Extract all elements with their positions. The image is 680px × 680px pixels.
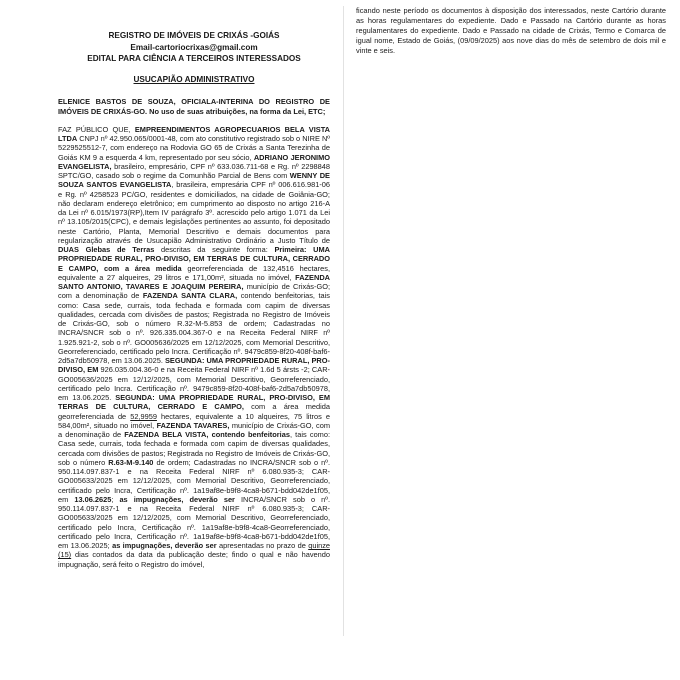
intro-paragraph: ELENICE BASTOS DE SOUZA, OFICIALA-INTERINA DO REGISTRO DE IMÓVEIS DE CRIXÁS-GO. No uso de suas atribuições, na forma da Lei, ETC; [58,97,330,116]
second-property-name: FAZENDA BELA VISTA, [124,430,209,440]
body-text: apresentadas no prazo de [216,541,309,551]
impugnation-notice-repeat: as impugnações, deverão ser [112,541,217,551]
body-text: dias contados da data da publicação deste; findo o qual e não havendo impugnação, será feito o Registro do imóvel, [58,550,330,569]
registry-email: Email-cartoriocrixas@gmail.com [130,42,258,52]
impugnation-notice: as impugnações, deverão ser [119,494,235,504]
body-text: , tais como: Casa sede, currais, toda fechada e formada com capim de diversas qualidades, cercada com divisões de pastos; Registrada no Registro de Imóveis de Crixás-GO, sob o número [58,430,330,467]
first-property-location: FAZENDA SANTO ANTONIO, TAVARES E JOAQUIM PEREIRA, [58,272,330,292]
body-text: município de Crixás-GO; com a denominação de [58,282,331,301]
partner-name: ADRIANO JERONIMO EVANGELISTA, [58,152,330,171]
closing-paragraph: ficando neste período os documentos à disposição dos interessados, neste Cartório durante as horas regulamentares do expediente. Dado e Passado na Cartório durante as horas regulamentares do expediente. Dado e Passado na cidade de Crixás, Termo e Comarca de igual nome, Estado de Goiás, (09/09/2025) aos nove dias do mês de setembro de dois mil e vinte e seis. [356,6,666,55]
right-column [356,6,666,56]
body-text: , brasileira, empresária CPF nº 006.616.981-06 e Rg. nº 4258523 PC/GO, residentes e domiciliados, na cidade de Goiânia-GO; não declaram endereço eletrônico; em cumprimento ao disposto no artigo 216-A da Lei nº 6.015/1973(RP),Item IV parágrafo 3º. acrescido pelo artigo 1.071 da Lei nº 13.105/2015(CPC), e demais legislações pertinentes ao assunto, foi depositado neste Cartório, Planta, Memorial Descritivo e demais documentos para regularização através de Usucapião Administrativo Ordinário a Justo Título de [58,180,330,245]
body-text: INCRA/SNCR sob o nº. 950.114.097.837-1 e na Receita Federal NIRF nº 6.080.935-3; CAR-GO005633/2025 em 12/12/2025, com Memorial Descritivo, Georreferenciado, certificado pelo Incra, Certificação nº. 1a19af8e-b9f8-4ca8-Georreferenciado, certificado pelo Incra, Certificação nº. 1a19af8e-b9f8-4ca8-b671-bdd042de1f05, em 13.06.2025; [58,494,331,551]
body-text: descritas da seguinte forma: [154,245,275,255]
registration-number: R.63-M-9.140 [108,457,154,467]
body-text: brasileiro, empresário, CPF nº 633.036.711-68 e Rg. nº 2298848 SPTC/GO, casado sob o regime da Comunhão Parcial de Bens com [58,161,330,181]
deadline-days: quinze (15) [58,541,330,560]
body-text: FAZ PÚBLICO QUE, [58,124,135,134]
left-column [58,30,330,569]
edital-title: EDITAL PARA CIÊNCIA A TERCEIROS INTERESSADOS [87,54,301,64]
body-text: contendo benfeitorias, tais como: Casa sede, currais, toda fechada e formada com capim de diversas qualidades, cercada com divisões de pastos; Registrada no Registro de Imóveis de Crixás-GO, sob o número R.32-M-5.853 de ordem; Cadastradas no INCRA/SNCR sob o nº. 926.335.004.367-0 e na Receita Federal NIRF nº 1.925.921-2, sob o nº. GO005636/2025 em 12/12/2025, com Memorial Descritivo, Georreferenciado, certificado pelo Incra. Certificação nº. 9479c859-8f20-408f-baf6-2d5a7db50978, em 13.06.2025. [58,291,331,366]
body-text: georreferenciada de 132,4516 hectares, equivalente a 27 alqueires, 29 litros e 171,00m², situada no imóvel, [58,263,330,282]
body-text: CNPJ nº 42.950.065/0001-48, com ato constitutivo registrado sob o NIRE Nº 5229525512-7, com endereço na Rodovia GO 65 de Crixás a Santa Terezinha de Goiás KM 9 a esquerda 4 km, representado por seu sócio, [58,134,330,162]
body-text: com a área medida georreferenciada de [58,402,330,421]
spouse-name: WENNY DE SOUZA SANTOS EVANGELISTA [58,171,330,190]
body-text: município de Crixás-GO, com a denominação de [58,420,330,440]
company-name: EMPREENDIMENTOS AGROPECUARIOS BELA VISTA LTDA [58,124,330,144]
second-property-area: 52,9959 [130,411,157,421]
body-text: ; [111,494,120,504]
column-divider [343,6,344,636]
second-property-heading-partial: SEGUNDA: UMA PROPRIEDADE RURAL, PRO-DIVISO, EM [58,356,330,375]
edital-subtitle: USUCAPIÃO ADMINISTRATIVO [133,74,255,84]
body-paragraph [58,125,330,569]
body-text: de ordem; Cadastradas no INCRA/SNCR sob o nº. 950.114.097.837-1 e na Receita Federal NIRF nº 6.080.935-3; CAR-GO005633/2025 em 12/12/2025, com Memorial Descritivo, Georreferenciado, certificado pelo Incra, Certificação nº. 1a19af8e-b9f8-4ca8-b671-bdd042de1f05, em [58,457,331,504]
first-property-name: FAZENDA SANTA CLARA, [142,291,238,301]
body-text: hectares, equivalente a 10 alqueires, 75 litros e 584,00m², situado no imóvel, [58,411,330,430]
first-property-heading: Primeira: UMA PROPRIEDADE RURAL, PRO-DIVISO, EM TERRAS DE CULTURA, CERRADO E CAMPO, com a área medida [58,245,330,273]
registry-title: REGISTRO DE IMÓVEIS DE CRIXÁS -GOIÁS [108,31,280,40]
certification-date: 13.06.2625 [74,494,112,504]
second-property-heading: SEGUNDA: UMA PROPRIEDADE RURAL, PRO-DIVISO, EM TERRAS DE CULTURA, CERRADO E CAMPO, [58,393,330,412]
second-property-location: FAZENDA TAVARES, [156,420,230,430]
benfeitorias-label: contendo benfeitorias [208,430,290,440]
body-text: 926.035.004.36-0 e na Receita Federal NIRF nº 1.6d 5 ársts -2; CAR-GO005636/2025 em 12/12/2025, com Memorial Descritivo, Georreferenciado, certificado pelo Incra. Certificação nº. 9479c859-8f20-408f-baf6-2d5a7db50978, em 13.06.2025. [58,365,330,403]
glebas-count: DUAS Glebas de Terras [58,245,155,255]
